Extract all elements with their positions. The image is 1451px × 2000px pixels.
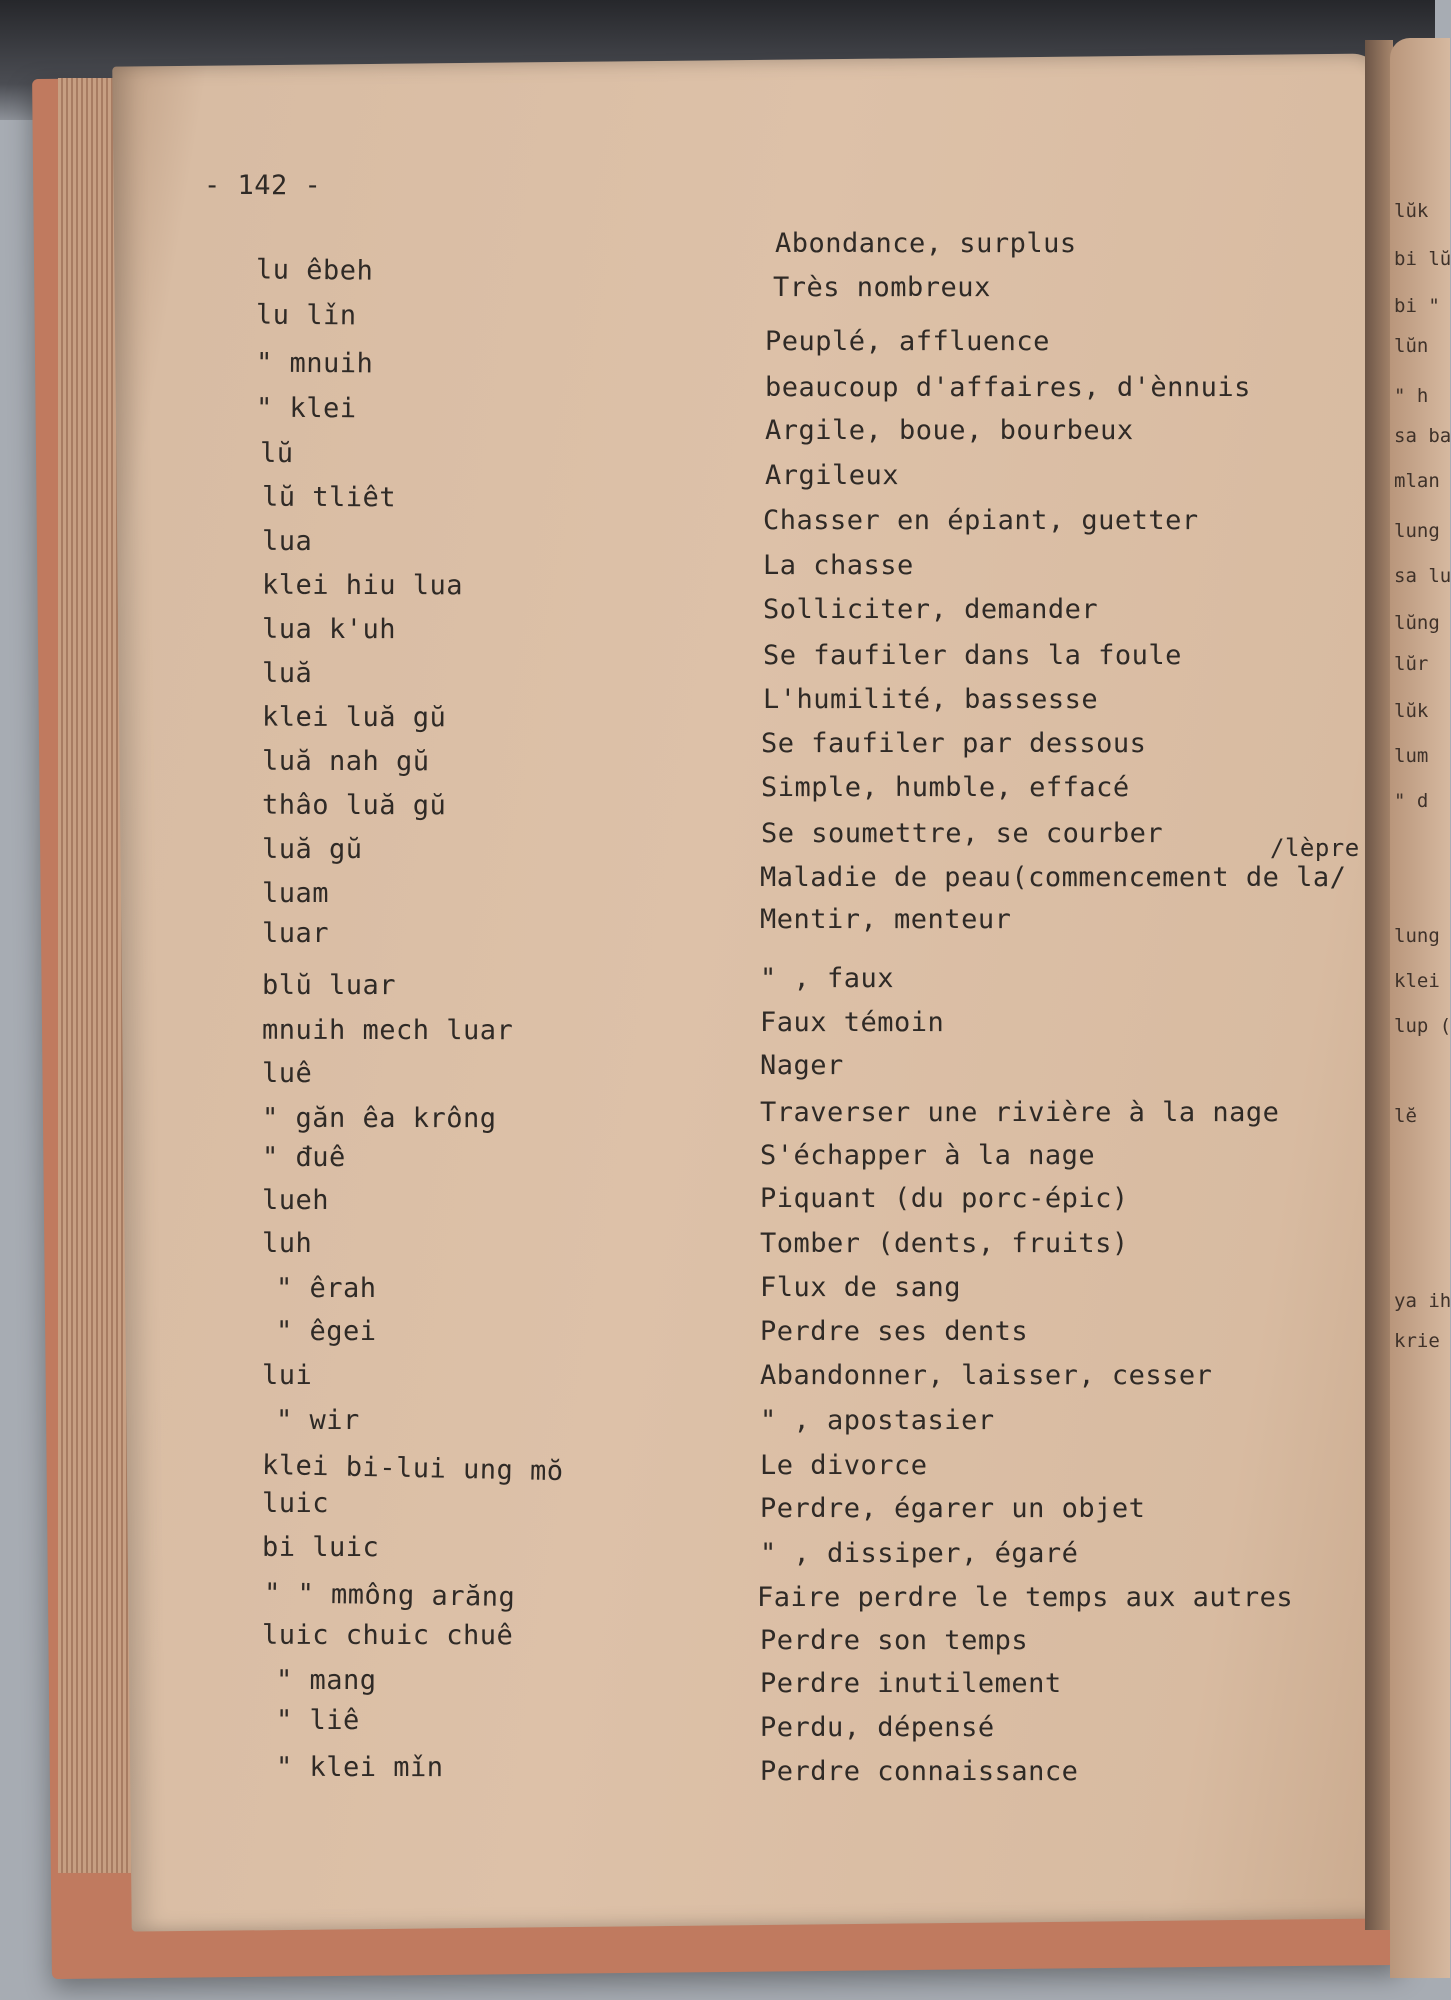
entry-term: luam	[261, 877, 330, 910]
entry-meaning: " , faux	[760, 963, 895, 994]
entry-term: lua	[261, 525, 313, 558]
entry-term: " êgei	[275, 1315, 377, 1348]
entry-term: luar	[261, 917, 330, 950]
entry-term: thâo luă gŭ	[261, 789, 447, 822]
next-page-fragment: " h	[1394, 385, 1429, 407]
entry-meaning: L'humilité, bassesse	[763, 684, 1099, 715]
entry-meaning: Perdre son temps	[760, 1625, 1029, 1656]
entry-term: " wir	[275, 1404, 360, 1437]
entry-meaning: Maladie de peau(commencement de la/	[760, 862, 1347, 893]
entry-term: luê	[261, 1057, 313, 1090]
entry-meaning: S'échapper à la nage	[760, 1140, 1096, 1171]
entry-meaning: Piquant (du porc-épic)	[760, 1183, 1129, 1214]
entry-term: luă gŭ	[261, 833, 363, 866]
next-page-fragment: sa lu	[1394, 565, 1451, 587]
entry-meaning: Argile, boue, bourbeux	[765, 415, 1134, 446]
entry-meaning: Tomber (dents, fruits)	[760, 1228, 1129, 1259]
next-page-fragment: lĕ	[1394, 1105, 1417, 1127]
entry-meaning: Se soumettre, se courber	[761, 818, 1164, 849]
entry-term: " liê	[275, 1704, 360, 1737]
next-page-fragment: lum	[1394, 745, 1429, 767]
page-number: - 142 -	[204, 170, 322, 201]
next-page-fragment: sa ba	[1394, 425, 1451, 447]
entry-term: " klei	[255, 392, 357, 425]
entry-term: luă	[261, 657, 313, 690]
next-page-fragment: klei	[1394, 970, 1440, 992]
entry-meaning: Argileux	[765, 460, 900, 491]
entry-term: mnuih mech luar	[261, 1014, 514, 1047]
entry-term: " đuê	[261, 1141, 346, 1174]
entry-meaning: Perdu, dépensé	[760, 1712, 995, 1743]
entry-term: lŭ	[259, 437, 294, 470]
entry-meaning: Le divorce	[760, 1450, 928, 1481]
entry-meaning: " , apostasier	[760, 1405, 995, 1436]
entry-term: klei bi-lui ung mŏ	[261, 1449, 564, 1488]
entry-meaning: Se faufiler par dessous	[761, 728, 1147, 759]
entry-meaning: " , dissiper, égaré	[760, 1538, 1079, 1569]
entry-term: lui	[261, 1359, 313, 1392]
next-page-fragment: lŭk	[1394, 200, 1429, 222]
entry-term: " mnuih	[255, 347, 374, 380]
next-page-fragment: lung	[1394, 520, 1440, 542]
entry-meaning: Flux de sang	[760, 1272, 962, 1303]
next-page-edge	[1390, 38, 1450, 1978]
entry-meaning: Peuplé, affluence	[765, 326, 1050, 357]
entry-meaning: Simple, humble, effacé	[761, 772, 1130, 803]
entry-term: klei luă gŭ	[261, 701, 447, 734]
entry-term: " mang	[275, 1664, 377, 1697]
next-page-fragment: lŭk	[1394, 700, 1429, 722]
entry-meaning: Chasser en épiant, guetter	[763, 505, 1199, 536]
next-page-fragment: lŭn	[1394, 335, 1429, 357]
next-page-fragment: bi lŭ	[1394, 248, 1451, 270]
entry-term: lua k'uh	[261, 613, 397, 646]
next-page-fragment: ya ih	[1394, 1290, 1451, 1312]
entry-meaning: Solliciter, demander	[763, 594, 1099, 625]
next-page-fragment: mlan	[1394, 470, 1440, 492]
next-page-fragment: lung	[1394, 925, 1440, 947]
next-page-fragment: lŭng	[1394, 612, 1440, 634]
next-page-fragment: bi "	[1394, 295, 1440, 317]
entry-term: " klei mǐn	[275, 1751, 444, 1784]
entry-term: lŭ tliêt	[261, 481, 397, 514]
entry-meaning: Faux témoin	[760, 1007, 945, 1038]
next-page-fragment: krie	[1394, 1330, 1440, 1352]
entry-meaning: beaucoup d'affaires, d'ènnuis	[765, 372, 1251, 403]
entry-meaning: Perdre ses dents	[760, 1316, 1029, 1347]
entry-meaning: Nager	[760, 1050, 844, 1081]
entry-term: " găn êa krông	[261, 1102, 497, 1135]
entry-term: luic	[261, 1487, 330, 1520]
next-page-fragment: " d	[1394, 790, 1429, 812]
entry-meaning: Traverser une rivière à la nage	[760, 1097, 1280, 1128]
next-page-fragment: lŭr	[1394, 653, 1429, 675]
entry-term: blŭ luar	[261, 969, 397, 1002]
entry-term: klei hiu lua	[261, 569, 464, 602]
entry-meaning: Abondance, surplus	[775, 228, 1077, 259]
next-page-fragment: lup (	[1394, 1015, 1451, 1037]
book-gutter	[1365, 40, 1393, 1930]
entry-meaning: Mentir, menteur	[760, 904, 1012, 935]
entry-term: luh	[261, 1227, 313, 1260]
entry-term: luic chuic chuê	[261, 1619, 514, 1652]
entry-term: lueh	[261, 1184, 330, 1217]
entry-meaning-continuation: /lèpre	[1270, 834, 1360, 862]
entry-term: " êrah	[275, 1272, 377, 1305]
entry-term: " " mmông arăng	[263, 1578, 516, 1613]
entry-term: lu lǐn	[255, 299, 357, 332]
entry-meaning: Faire perdre le temps aux autres	[757, 1582, 1294, 1613]
entry-meaning: La chasse	[763, 550, 914, 581]
entry-meaning: Perdre, égarer un objet	[760, 1493, 1146, 1524]
entry-term: lu êbeh	[255, 254, 374, 287]
entry-meaning: Perdre connaissance	[760, 1756, 1079, 1787]
entry-meaning: Perdre inutilement	[760, 1668, 1062, 1699]
entry-meaning: Très nombreux	[773, 272, 991, 303]
entry-term: luă nah gŭ	[261, 745, 430, 778]
entry-term: bi luic	[261, 1531, 380, 1564]
entry-meaning: Abandonner, laisser, cesser	[760, 1360, 1213, 1391]
entry-meaning: Se faufiler dans la foule	[763, 640, 1182, 671]
